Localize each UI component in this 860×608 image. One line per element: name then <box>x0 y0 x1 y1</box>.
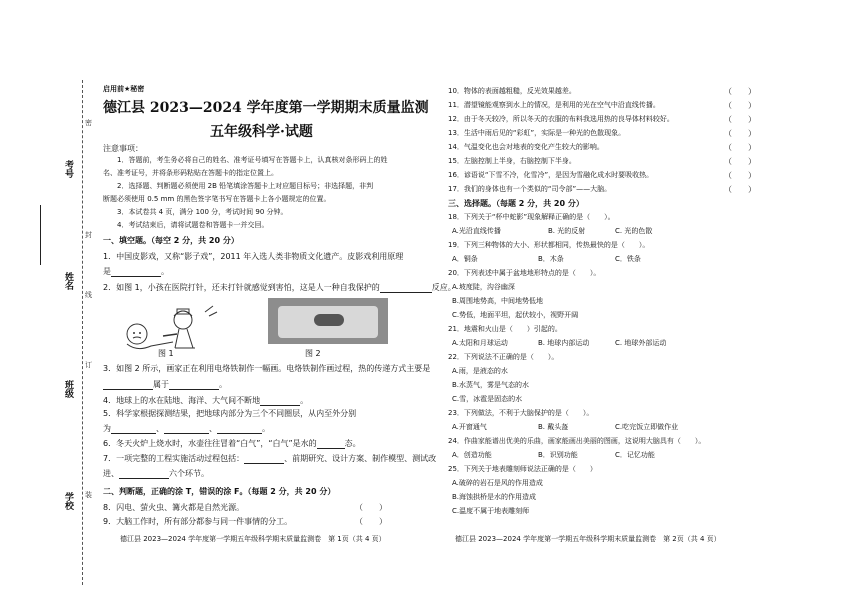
choice-q18: 18．下列关于“杯中蛇影”现象解释正确的是（ ）。 <box>448 213 615 221</box>
section2-heading: 二、判断题，正确的涂 T，错误的涂 F。（每题 2 分，共 20 分） <box>103 487 336 496</box>
section3-heading: 三、选择题。（每题 2 分，共 20 分） <box>448 199 584 208</box>
judge-q16: 16．谚语说“下雪不冷，化雪冷”，是因为雪融化成水时要吸收热。 <box>448 171 654 179</box>
q22-option-c[interactable]: C.雪，冰雹是固态的水 <box>452 395 523 403</box>
q4-text: 4．地球上的水在陆地、海洋、大气间不断地 。 <box>103 396 309 405</box>
school-label: 学校 <box>63 492 73 510</box>
exam-no-line <box>40 205 41 265</box>
judge-q8-answer[interactable]: （ ） <box>355 503 387 512</box>
exam-no-label: 考号 <box>63 160 73 178</box>
q25-option-c[interactable]: C.温度不属于地表雕刻师 <box>452 507 530 515</box>
q7-text: 7．一项完整的工程实施活动过程包括： 、前期研究、设计方案、制作模型、测试改 <box>103 454 437 463</box>
q21-option-b[interactable]: B. 地球内部运动 <box>538 339 590 347</box>
judge-q15-answer[interactable]: （ ） <box>724 157 756 166</box>
judge-q11: 11．潜望镜能观察到水上的情况，是利用的光在空气中沿直线传播。 <box>448 101 660 109</box>
seal-mark-2: 封 <box>85 231 92 239</box>
notice-line-3: 2．选择题、判断题必须使用 2B 铅笔填涂答题卡上对应题目标号；非选择题，非判 <box>117 182 374 190</box>
q19-option-b[interactable]: B．木条 <box>538 255 564 263</box>
q3-text: 3．如图 2 所示，画家正在利用电烙铁制作一幅画。电烙铁制作画过程，热的传递方式主要是 <box>103 364 431 373</box>
notice-line-2: 名、准考证号，并将条形码粘贴在答题卡的指定位置上。 <box>103 169 278 177</box>
judge-q10: 10．物体的表面越粗糙，反光效果越差。 <box>448 87 576 95</box>
q3-line2: 属于 。 <box>103 379 227 390</box>
judge-q17: 17．我们的身体也有一个类似的“司令部”——大脑。 <box>448 185 612 193</box>
seal-mark-5: 装 <box>85 491 92 499</box>
q20-option-c[interactable]: C.势低，地面平坦，起伏较小，视野开阔 <box>452 311 579 319</box>
q19-option-c[interactable]: C．铁条 <box>615 255 641 263</box>
q24-option-b[interactable]: B．识别功能 <box>538 451 578 459</box>
q7-blank-2[interactable] <box>119 469 169 479</box>
judge-q15: 15．左脑控制上半身，右脑控制下半身。 <box>448 157 576 165</box>
q22-option-b[interactable]: B.水蒸气，雾是气态的水 <box>452 381 530 389</box>
q22-option-a[interactable]: A.雨，是液态的水 <box>452 367 508 375</box>
judge-q14-answer[interactable]: （ ） <box>724 143 756 152</box>
figure-2-hand <box>314 314 344 326</box>
judge-q8: 8．闪电、萤火虫、篝火都是自然光源。 <box>103 503 245 512</box>
judge-q13-answer[interactable]: （ ） <box>724 129 756 138</box>
notice-line-1: 1．答题前，考生务必将自己的姓名、准考证号填写在答题卡上，认真核对条形码上的姓 <box>117 156 388 164</box>
q18-option-c[interactable]: C. 光的色散 <box>615 227 653 235</box>
choice-q19: 19．下列三种物体的大小、形状都相同，传热最快的是（ ）。 <box>448 241 650 249</box>
q7-line2: 进、 六个环节。 <box>103 469 209 478</box>
q20-option-b[interactable]: B.周围地势高，中间地势低地 <box>452 297 544 305</box>
q5-blank-1[interactable] <box>111 424 156 434</box>
choice-q25: 25．下列关于地表雕刻师说法正确的是（ ） <box>448 465 597 473</box>
q5-blank-3[interactable] <box>217 424 262 434</box>
footer-right: 德江县 2023—2024 学年度第一学期五年级科学期末质量监测卷 第 2页（共 4 页） <box>455 535 721 543</box>
judge-q9: 9．大脑工作时，所有部分都参与同一件事情的分工。 <box>103 517 293 526</box>
footer-left: 德江县 2023—2024 学年度第一学期五年级科学期末质量监测卷 第 1页（共 4 页） <box>120 535 386 543</box>
q25-option-a[interactable]: A.破碎的岩石是风的作用造成 <box>452 479 543 487</box>
class-label: 班级 <box>63 380 73 398</box>
choice-q23: 23．下列做法，不利于大脑保护的是（ ）。 <box>448 409 594 417</box>
choice-q21: 21．地震和火山是（ ）引起的。 <box>448 325 562 333</box>
judge-q17-answer[interactable]: （ ） <box>724 185 756 194</box>
q23-option-c[interactable]: C.吃完饭立即做作业 <box>615 423 679 431</box>
name-label: 姓名 <box>63 272 73 290</box>
q24-option-a[interactable]: A．创造功能 <box>452 451 492 459</box>
q18-option-a[interactable]: A.光沿直线传播 <box>452 227 501 235</box>
figure-2-photo <box>268 298 388 344</box>
q6-blank[interactable] <box>317 439 345 449</box>
q21-option-c[interactable]: C. 地球外部运动 <box>615 339 667 347</box>
exam-title: 德江县 2023—2024 学年度第一学期期末质量监测 <box>103 100 429 116</box>
seal-mark-1: 密 <box>85 119 92 127</box>
q24-option-c[interactable]: C．记忆功能 <box>615 451 655 459</box>
choice-q20: 20．下列表述中属于盆地地形特点的是（ ）。 <box>448 269 601 277</box>
seal-mark-3: 线 <box>85 291 92 299</box>
secret-label: 启用前★秘密 <box>103 85 145 93</box>
judge-q12-answer[interactable]: （ ） <box>724 115 756 124</box>
q23-option-a[interactable]: A.开窗通气 <box>452 423 487 431</box>
q2-text: 2．如图 1，小孩在医院打针，还未打针就感觉到害怕，这是人一种自我保护的 反应。 <box>103 283 456 292</box>
q3-blank-2[interactable] <box>169 380 219 390</box>
binding-line <box>82 80 83 585</box>
figure-2-caption: 图 2 <box>305 349 321 358</box>
notice-line-6: 4．考试结束后，请将试题卷和答题卡一并交回。 <box>117 221 269 229</box>
exam-subtitle: 五年级科学·试题 <box>210 124 313 140</box>
seal-mark-4: 订 <box>85 361 92 369</box>
choice-q24: 24．作曲家能谱出优美的乐曲，画家能画出美丽的图画，这说明大脑具有（ ）。 <box>448 437 706 445</box>
q21-option-a[interactable]: A.太阳和月球运动 <box>452 339 508 347</box>
q5-blank-2[interactable] <box>164 424 209 434</box>
judge-q10-answer[interactable]: （ ） <box>724 87 756 96</box>
judge-q13: 13．生活中雨后见的“彩虹”，实际是一种光的色散现象。 <box>448 129 626 137</box>
notice-heading: 注意事项： <box>103 144 143 153</box>
judge-q9-answer[interactable]: （ ） <box>355 517 387 526</box>
q4-blank[interactable] <box>260 396 300 406</box>
q5-text: 5．科学家根据探测结果，把地球内部分为三个不同圈层，从内至外分别 <box>103 409 357 418</box>
judge-q11-answer[interactable]: （ ） <box>724 101 756 110</box>
q3-blank-1[interactable] <box>103 380 153 390</box>
notice-line-4: 断题必须使用 0.5 mm 的黑色签字笔书写在答题卡上各小题规定的位置。 <box>103 195 331 203</box>
q20-option-a[interactable]: A.坡度陡，沟谷幽深 <box>452 283 515 291</box>
q18-option-b[interactable]: B. 光的反射 <box>548 227 586 235</box>
figure-1-drawing <box>113 302 253 352</box>
q5-line2: 为 、 、 。 <box>103 424 270 433</box>
q1-blank[interactable] <box>111 267 161 277</box>
q2-blank[interactable] <box>380 283 432 293</box>
q25-option-b[interactable]: B.海蚀拱桥是水的作用造成 <box>452 493 537 501</box>
q1-line2: 是 。 <box>103 267 169 276</box>
q6-text: 6．冬天火炉上烧水时，水壶往往冒着“白气”，“白气”是水的 态。 <box>103 439 361 448</box>
judge-q16-answer[interactable]: （ ） <box>724 171 756 180</box>
judge-q12: 12．由于冬天较冷，所以冬天的衣服的布料我选用热的良导体材料较好。 <box>448 115 674 123</box>
figure-1-caption: 图 1 <box>158 349 174 358</box>
judge-q14: 14．气温变化也会对地表的变化产生较大的影响。 <box>448 143 604 151</box>
choice-q22: 22．下列说法不正确的是（ ）。 <box>448 353 559 361</box>
q1-text: 1．中国皮影戏，又称“影子戏”，2011 年入选人类非物质文化遗产。皮影戏利用原理 <box>103 252 404 261</box>
q7-blank-1[interactable] <box>244 454 284 464</box>
q19-option-a[interactable]: A．铜条 <box>452 255 478 263</box>
q23-option-b[interactable]: B. 戴头盔 <box>538 423 569 431</box>
notice-line-5: 3．本试卷共 4 页，满分 100 分，考试时间 90 分钟。 <box>117 208 288 216</box>
section1-heading: 一、填空题。（每空 2 分，共 20 分） <box>103 236 239 245</box>
